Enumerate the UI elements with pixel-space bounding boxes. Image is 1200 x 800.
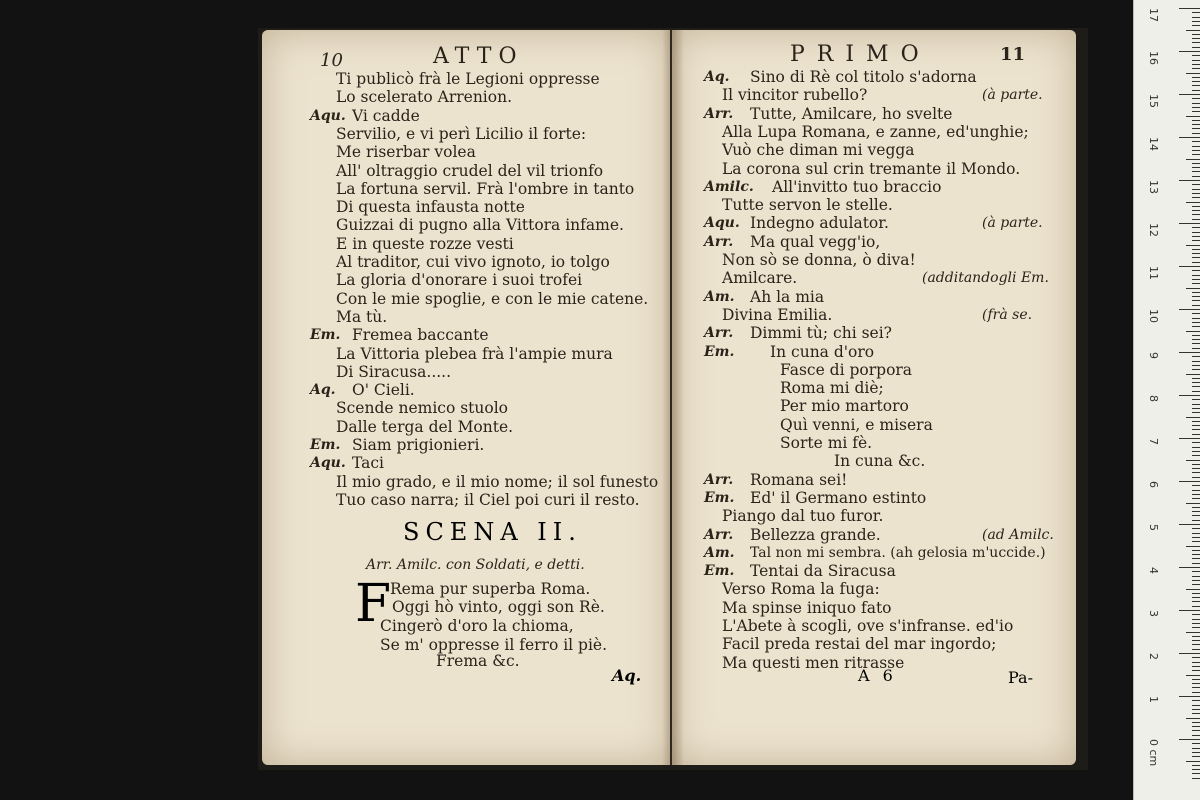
ruler-tick [1192, 296, 1200, 297]
stage-aside: (ad Amilc. [982, 526, 1054, 543]
ruler-number: 17 [1147, 8, 1160, 22]
verse-line: O' Cieli. [352, 381, 415, 400]
speaker-label: Arr. [704, 526, 734, 543]
ruler-tick [1192, 318, 1200, 319]
ruler-tick [1192, 447, 1200, 448]
ruler-tick [1192, 455, 1200, 456]
ruler-tick [1179, 94, 1200, 95]
measurement-ruler [1133, 0, 1200, 800]
ruler-tick [1186, 761, 1200, 762]
verse-line: Non sò se donna, ò diva! [722, 251, 916, 269]
ruler-tick [1192, 322, 1200, 323]
ruler-tick [1192, 490, 1200, 491]
ruler-tick [1192, 649, 1200, 650]
ruler-tick [1179, 739, 1200, 740]
ruler-tick [1179, 610, 1200, 611]
verse-line: L'Abete à scogli, ove s'infranse. ed'io [722, 617, 1014, 635]
verse-line: Alla Lupa Romana, e zanne, ed'unghie; [722, 122, 1029, 141]
ruler-tick [1192, 133, 1200, 134]
verse-line: Ma questi men ritrasse [722, 653, 905, 672]
speaker-label: Em. [704, 563, 735, 580]
ruler-tick [1192, 12, 1200, 13]
ruler-tick [1186, 374, 1200, 375]
ruler-tick [1192, 262, 1200, 263]
ruler-tick [1192, 206, 1200, 207]
verse-line: Ma qual vegg'io, [750, 232, 881, 251]
verse-line: Piango dal tuo furor. [722, 507, 884, 526]
stage-direction: Arr. Amilc. con Soldati, e detti. [366, 557, 585, 573]
ruler-tick [1192, 662, 1200, 663]
ruler-tick [1192, 597, 1200, 598]
speaker-label: Em. [310, 327, 341, 344]
ruler-tick [1192, 305, 1200, 306]
ruler-tick [1192, 176, 1200, 177]
verse-line: Taci [352, 454, 385, 473]
ruler-tick [1192, 348, 1200, 349]
ruler-tick [1186, 288, 1200, 289]
ruler-tick [1192, 421, 1200, 422]
ruler-tick [1192, 339, 1200, 340]
ruler-tick [1192, 300, 1200, 301]
drop-cap: F [355, 574, 392, 634]
ruler-tick [1192, 563, 1200, 564]
ruler-number: 16 [1147, 51, 1160, 65]
ruler-number: 14 [1147, 137, 1160, 151]
ruler-tick [1192, 38, 1200, 39]
verse-line: Di Siracusa..... [336, 362, 452, 381]
ruler-tick [1192, 507, 1200, 508]
scene-title: SCENA II. [403, 518, 582, 546]
speaker-label: Aqu. [704, 215, 740, 232]
ruler-tick [1192, 163, 1200, 164]
ruler-tick [1192, 636, 1200, 637]
ruler-tick [1192, 623, 1200, 624]
ruler-tick [1192, 257, 1200, 258]
ruler-tick [1192, 726, 1200, 727]
ruler-tick [1192, 81, 1200, 82]
verse-line: All'invitto tuo braccio [772, 177, 942, 196]
ruler-tick [1192, 103, 1200, 104]
ruler-tick [1179, 653, 1200, 654]
stage-aside: (frà se. [982, 306, 1033, 323]
ruler-tick [1179, 266, 1200, 267]
verse-line: Facil preda restai del mar ingordo; [722, 635, 997, 654]
ruler-number: 1 [1147, 696, 1160, 703]
verse-line: Sino di Rè col titolo s'adorna [750, 68, 977, 86]
ruler-tick [1192, 232, 1200, 233]
verse-line: Sorte mi fè. [780, 434, 873, 452]
verse-line: Ma tù. [336, 307, 388, 326]
ruler-tick [1179, 180, 1200, 181]
ruler-tick [1192, 47, 1200, 48]
verse-line: La Vittoria plebea frà l'ampie mura [336, 344, 613, 363]
ruler-tick [1192, 219, 1200, 220]
ruler-number: 10 [1147, 309, 1160, 323]
aria-line: Rema pur superba Roma. [390, 580, 591, 598]
ruler-tick [1192, 227, 1200, 228]
ruler-tick [1192, 404, 1200, 405]
ruler-tick [1192, 141, 1200, 142]
speaker-label: Em. [704, 343, 735, 360]
speaker-label: Aq. [704, 69, 730, 85]
ruler-number: 4 [1147, 567, 1160, 574]
ruler-number: 8 [1147, 395, 1160, 402]
ruler-tick [1192, 627, 1200, 628]
ruler-tick [1192, 709, 1200, 710]
ruler-tick [1192, 154, 1200, 155]
ruler-tick [1192, 25, 1200, 26]
ruler-tick [1192, 146, 1200, 147]
signature-mark: A 6 [858, 666, 897, 685]
ruler-tick [1192, 528, 1200, 529]
ruler-tick [1192, 511, 1200, 512]
ruler-tick [1192, 756, 1200, 757]
ruler-tick [1192, 361, 1200, 362]
ruler-tick [1192, 434, 1200, 435]
ruler-tick [1192, 692, 1200, 693]
aria-line: Se m' oppresse il ferro il piè. [380, 636, 608, 654]
ruler-tick [1192, 60, 1200, 61]
ruler-tick [1192, 34, 1200, 35]
ruler-tick [1192, 515, 1200, 516]
verse-line: Dalle terga del Monte. [336, 417, 514, 436]
ruler-number: 11 [1147, 266, 1160, 280]
verse-line: Scende nemico stuolo [336, 399, 509, 418]
ruler-number: 3 [1147, 610, 1160, 617]
ruler-tick [1192, 240, 1200, 241]
ruler-tick [1192, 378, 1200, 379]
verse-line: All' oltraggio crudel del vil trionfo [336, 161, 604, 180]
ruler-tick [1192, 683, 1200, 684]
ruler-tick [1179, 137, 1200, 138]
speaker-label: Aq. [310, 382, 336, 399]
running-head-right: PRIMO [790, 42, 931, 67]
ruler-tick [1192, 189, 1200, 190]
verse-line: Servilio, e vi perì Licilio il forte: [336, 124, 587, 143]
ruler-tick [1192, 498, 1200, 499]
speaker-label: Amilc. [704, 178, 754, 195]
verse-line: La gloria d'onorare i suoi trofei [336, 271, 583, 290]
ruler-tick [1179, 481, 1200, 482]
ruler-tick [1186, 245, 1200, 246]
verse-line: Tutte, Amilcare, ho svelte [750, 104, 953, 123]
ruler-tick [1192, 120, 1200, 121]
ruler-tick [1192, 386, 1200, 387]
ruler-tick [1192, 520, 1200, 521]
verse-line: Fremea baccante [352, 326, 489, 345]
speaker-label: Am. [704, 544, 735, 561]
speaker-label: Em. [310, 437, 341, 453]
ruler-tick [1192, 382, 1200, 383]
ruler-tick [1192, 425, 1200, 426]
ruler-tick [1192, 752, 1200, 753]
ruler-tick [1192, 77, 1200, 78]
speaker-label: Arr. [704, 105, 734, 122]
ruler-tick [1192, 275, 1200, 276]
ruler-tick [1192, 365, 1200, 366]
ruler-number: 5 [1147, 524, 1160, 531]
verse-line: Quì venni, e misera [780, 415, 933, 434]
ruler-number: 7 [1147, 438, 1160, 445]
ruler-tick [1192, 679, 1200, 680]
ruler-tick [1192, 601, 1200, 602]
verse-line: Il vincitor rubello? [722, 86, 868, 105]
speaker-label: Em. [704, 489, 735, 506]
ruler-tick [1192, 210, 1200, 211]
ruler-tick [1192, 214, 1200, 215]
ruler-tick [1192, 442, 1200, 443]
ruler-tick [1192, 713, 1200, 714]
verse-line: Verso Roma la fuga: [722, 580, 880, 599]
speaker-label: Arr. [704, 325, 734, 342]
ruler-tick [1186, 331, 1200, 332]
ruler-tick [1192, 657, 1200, 658]
ruler-tick [1192, 537, 1200, 538]
verse-line: Guizzai di pugno alla Vittora infame. [336, 216, 624, 235]
verse-line: Tuo caso narra; il Ciel poi curi il resto. [336, 490, 640, 509]
ruler-tick [1186, 546, 1200, 547]
ruler-tick [1192, 571, 1200, 572]
verse-line: Ma spinse iniquo fato [722, 598, 892, 617]
catchword-right: Pa- [1008, 668, 1033, 687]
verse-line: Tutte servon le stelle. [722, 196, 893, 215]
ruler-tick [1179, 51, 1200, 52]
verse-line: Ed' il Germano estinto [750, 488, 927, 507]
ruler-tick [1192, 451, 1200, 452]
ruler-tick [1192, 640, 1200, 641]
verse-line: Me riserbar volea [336, 143, 476, 162]
ruler-tick [1192, 533, 1200, 534]
ruler-tick [1192, 541, 1200, 542]
ruler-tick [1192, 292, 1200, 293]
ruler-tick [1192, 68, 1200, 69]
ruler-tick [1192, 55, 1200, 56]
ruler-tick [1192, 606, 1200, 607]
ruler-tick [1192, 21, 1200, 22]
ruler-tick [1192, 580, 1200, 581]
ruler-tick [1186, 159, 1200, 160]
ruler-tick [1186, 202, 1200, 203]
ruler-number: 9 [1147, 352, 1160, 359]
ruler-tick [1192, 778, 1200, 779]
ruler-tick [1186, 30, 1200, 31]
ruler-tick [1186, 460, 1200, 461]
ruler-tick [1186, 675, 1200, 676]
ruler-tick [1192, 705, 1200, 706]
ruler-tick [1192, 670, 1200, 671]
ruler-tick [1192, 270, 1200, 271]
ruler-tick [1192, 558, 1200, 559]
ruler-tick [1179, 438, 1200, 439]
ruler-tick [1192, 472, 1200, 473]
ruler-tick [1192, 494, 1200, 495]
speaker-label: Aqu. [310, 455, 346, 472]
verse-line: La fortuna servil. Frà l'ombre in tanto [336, 179, 635, 198]
ruler-tick [1186, 73, 1200, 74]
ruler-tick [1179, 223, 1200, 224]
ruler-tick [1192, 283, 1200, 284]
ruler-tick [1192, 408, 1200, 409]
ruler-tick [1192, 90, 1200, 91]
ruler-tick [1192, 167, 1200, 168]
ruler-tick [1192, 193, 1200, 194]
ruler-tick [1192, 743, 1200, 744]
ruler-tick [1192, 722, 1200, 723]
verse-line: Il mio grado, e il mio nome; il sol funesto [336, 472, 659, 491]
speaker-label: Aqu. [310, 107, 346, 124]
ruler-tick [1192, 477, 1200, 478]
verse-line: Lo scelerato Arrenion. [336, 88, 512, 107]
ruler-tick [1192, 391, 1200, 392]
ruler-number: 12 [1147, 223, 1160, 237]
ruler-tick [1192, 124, 1200, 125]
ruler-tick [1186, 116, 1200, 117]
ruler-tick [1192, 42, 1200, 43]
ruler-tick [1192, 236, 1200, 237]
speaker-label: Arr. [704, 233, 734, 250]
ruler-tick [1192, 111, 1200, 112]
ruler-tick [1179, 309, 1200, 310]
verse-line: La corona sul crin tremante il Mondo. [722, 159, 1021, 178]
verse-line: Romana sei! [750, 470, 848, 489]
ruler-tick [1192, 412, 1200, 413]
ruler-number: 13 [1147, 180, 1160, 194]
ruler-tick [1192, 687, 1200, 688]
ruler-tick [1192, 98, 1200, 99]
page-number-right: 11 [1000, 44, 1026, 65]
verse-line: Ti publicò frà le Legioni oppresse [336, 70, 600, 88]
ruler-tick [1192, 279, 1200, 280]
verse-line: Con le mie spoglie, e con le mie catene. [336, 289, 649, 308]
ruler-tick [1192, 700, 1200, 701]
ruler-tick [1179, 524, 1200, 525]
ruler-tick [1192, 253, 1200, 254]
ruler-tick [1192, 171, 1200, 172]
ruler-tick [1186, 417, 1200, 418]
verse-line: Amilcare. [722, 269, 798, 288]
verse-line: In cuna &c. [834, 452, 926, 471]
verse-line: Indegno adulator. [750, 214, 889, 233]
ruler-tick [1192, 399, 1200, 400]
ruler-tick [1192, 17, 1200, 18]
ruler-tick [1192, 644, 1200, 645]
ruler-tick [1192, 735, 1200, 736]
ruler-number: 15 [1147, 94, 1160, 108]
verse-line: Siam prigionieri. [352, 436, 485, 454]
ruler-tick [1192, 666, 1200, 667]
ruler-tick [1192, 64, 1200, 65]
ruler-tick [1179, 696, 1200, 697]
verse-line: Dimmi tù; chi sei? [750, 324, 892, 343]
book-gutter [662, 30, 684, 765]
stage-aside: (à parte. [982, 215, 1043, 232]
ruler-tick [1179, 8, 1200, 9]
ruler-tick [1179, 395, 1200, 396]
ruler-tick [1192, 249, 1200, 250]
verse-line: Di questa infausta notte [336, 198, 525, 217]
ruler-tick [1186, 632, 1200, 633]
ruler-tick [1192, 614, 1200, 615]
speaker-label: Am. [704, 288, 735, 305]
catchword-left: Aq. [612, 666, 642, 685]
verse-line: E in queste rozze vesti [336, 234, 514, 253]
ruler-tick [1192, 85, 1200, 86]
ruler-tick [1192, 773, 1200, 774]
ruler-tick [1192, 107, 1200, 108]
ruler-tick [1192, 576, 1200, 577]
ruler-tick [1192, 485, 1200, 486]
ruler-tick [1192, 550, 1200, 551]
page-number-left: 10 [320, 50, 343, 71]
ruler-tick [1192, 369, 1200, 370]
ruler-tick [1192, 128, 1200, 129]
running-head-left: ATTO [433, 44, 524, 69]
ruler-tick [1192, 554, 1200, 555]
ruler-tick [1186, 589, 1200, 590]
ruler-tick [1186, 503, 1200, 504]
verse-line: Ah la mia [750, 287, 825, 306]
verse-line: Roma mi diè; [780, 379, 884, 398]
aria-line: Cingerò d'oro la chioma, [380, 617, 574, 635]
ruler-tick [1192, 326, 1200, 327]
verse-line: Divina Emilia. [722, 305, 833, 324]
stage-aside: (à parte. [982, 87, 1043, 104]
ruler-tick [1192, 335, 1200, 336]
verse-line: Tentai da Siracusa [750, 562, 896, 581]
ruler-tick [1192, 464, 1200, 465]
ruler-tick [1192, 313, 1200, 314]
ruler-tick [1192, 184, 1200, 185]
ruler-tick [1192, 429, 1200, 430]
ruler-tick [1192, 748, 1200, 749]
ruler-number: 2 [1147, 653, 1160, 660]
verse-line: Bellezza grande. [750, 525, 881, 544]
ruler-tick [1179, 567, 1200, 568]
stage-aside: (additandogli Em. [922, 270, 1049, 287]
aria-line: Oggi hò vinto, oggi son Rè. [392, 598, 605, 616]
verse-line: In cuna d'oro [770, 342, 875, 361]
ruler-tick [1192, 356, 1200, 357]
ruler-tick [1192, 769, 1200, 770]
ruler-tick [1179, 352, 1200, 353]
ruler-tick [1192, 619, 1200, 620]
ruler-tick [1186, 718, 1200, 719]
speaker-label: Arr. [704, 471, 734, 488]
aria-line: Frema &c. [436, 652, 520, 670]
verse-line: Fasce di porpora [780, 360, 913, 379]
ruler-tick [1192, 197, 1200, 198]
verse-line: Per mio martoro [780, 397, 909, 416]
verse-line: Al traditor, cui vivo ignoto, io tolgo [336, 253, 610, 271]
ruler-tick [1192, 343, 1200, 344]
ruler-tick [1192, 765, 1200, 766]
ruler-tick [1192, 150, 1200, 151]
ruler-number: 6 [1147, 481, 1160, 488]
ruler-tick [1192, 730, 1200, 731]
ruler-number: 0 cm [1147, 739, 1160, 767]
verse-line: Tal non mi sembra. (ah gelosia m'uccide.) [750, 544, 1046, 561]
verse-line: Vuò che diman mi vegga [722, 141, 915, 160]
verse-line: Vi cadde [352, 106, 420, 125]
ruler-tick [1192, 584, 1200, 585]
ruler-tick [1192, 593, 1200, 594]
ruler-tick [1192, 468, 1200, 469]
